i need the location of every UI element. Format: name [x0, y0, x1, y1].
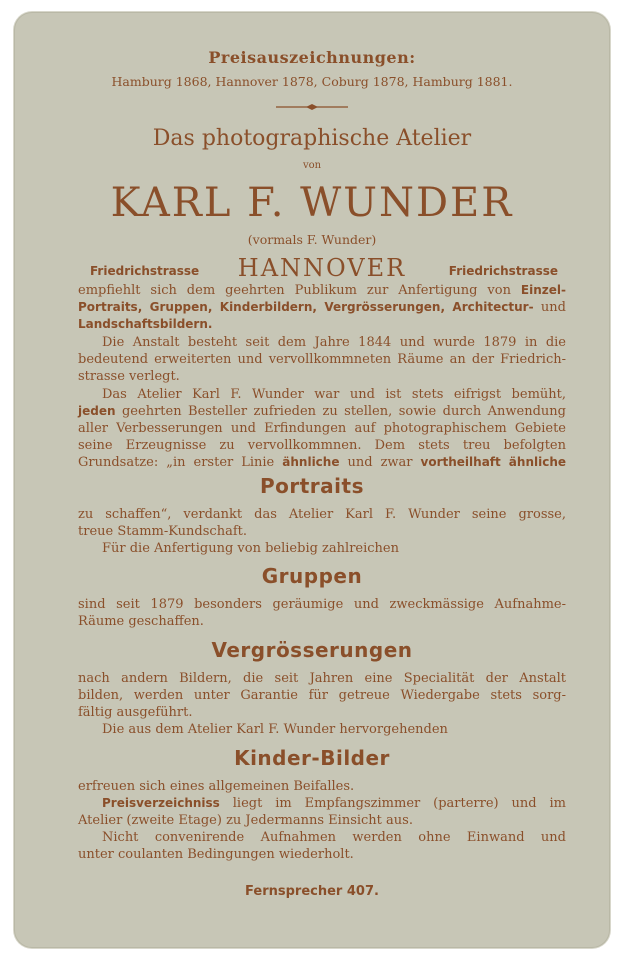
- intro-paragraph: [78, 282, 566, 333]
- mission-text: und zwar: [347, 455, 413, 470]
- kinder-text: Atelier (zweite Etage) zu Jedermanns Einsicht aus.: [78, 813, 413, 828]
- mission-bold: ähnliche: [282, 455, 340, 469]
- kinder-text: Nicht convenirende Aufnahmen werden ohne Einwand und: [102, 830, 566, 845]
- mission-text: Grundsatze: „in erster Linie: [78, 455, 275, 470]
- street-left: Friedrichstrasse: [90, 264, 200, 278]
- history-paragraph: [78, 334, 566, 385]
- intro-bold: Landschaftsbildern.: [78, 317, 213, 331]
- vergroesserungen-text: bilden, werden unter Garantie für getreue Wiedergabe stets sorg-: [78, 688, 566, 703]
- mission-text: seine Erzeugnisse zu vervollkommnen. Dem stets treu befolgten: [78, 438, 566, 453]
- kinder-text: unter coulanten Bedingungen wiederholt.: [78, 847, 354, 862]
- atelier-title: Das photographische Atelier: [152, 126, 472, 151]
- city-name: HANNOVER: [237, 254, 407, 282]
- intro-text: empfiehlt sich dem geehrten Publikum zur Anfertigung von: [78, 283, 511, 298]
- mission-text: geehrten Besteller zufrieden zu stellen, sowie durch Anwendung: [121, 404, 566, 419]
- kinder-heading: Kinder-Bilder: [234, 746, 390, 770]
- gruppen-paragraph: [78, 596, 566, 630]
- gruppen-text: Räume geschaffen.: [78, 614, 204, 629]
- mission-text: Das Atelier Karl F. Wunder war und ist stets eifrigst bemüht,: [102, 387, 566, 402]
- vergroesserungen-paragraph: [78, 670, 566, 738]
- intro-bold: Einzel-: [520, 283, 566, 297]
- mission-paragraph: [78, 386, 566, 471]
- awards-list: Hamburg 1868, Hannover 1878, Coburg 1878, Hamburg 1881.: [111, 74, 513, 89]
- vergroesserungen-text: fältig ausgeführt.: [78, 705, 193, 720]
- kinder-text: liegt im Empfangszimmer (parterre) und im: [232, 796, 567, 811]
- phone-number: Fernsprecher 407.: [245, 884, 379, 899]
- awards-title: Preisauszeichnungen:: [208, 48, 416, 67]
- kinder-paragraph: [78, 778, 566, 863]
- portraits-text: Für die Anfertigung von beliebig zahlreichen: [102, 541, 399, 556]
- formerly-label: (vormals F. Wunder): [247, 232, 377, 247]
- street-right: Friedrichstrasse: [448, 264, 558, 278]
- portraits-text: zu schaffen“, verdankt das Atelier Karl F. Wunder seine grosse,: [78, 507, 566, 522]
- portraits-heading: Portraits: [259, 474, 364, 498]
- mission-text: aller Verbesserungen und Erfindungen auf photographischem Gebiete: [78, 421, 566, 436]
- cabinet-card-back: [14, 12, 610, 948]
- ornament-divider: [276, 102, 348, 112]
- portraits-paragraph: [78, 506, 566, 557]
- vergroesserungen-heading: Vergrösserungen: [211, 638, 413, 662]
- gruppen-text: sind seit 1879 besonders geräumige und zweckmässige Aufnahme-: [78, 597, 566, 612]
- intro-bold: Portraits, Gruppen, Kinderbildern, Vergrösserungen, Architectur-: [78, 300, 534, 314]
- vergroesserungen-text: nach andern Bildern, die seit Jahren eine Specialität der Anstalt: [78, 671, 566, 686]
- intro-text: und: [540, 300, 566, 315]
- mission-bold: jeden: [78, 404, 116, 418]
- vergroesserungen-text: Die aus dem Atelier Karl F. Wunder hervorgehenden: [102, 722, 448, 737]
- kinder-bold: Preisverzeichniss: [102, 796, 220, 810]
- history-text: strasse verlegt.: [78, 369, 180, 384]
- portraits-text: treue Stamm-Kundschaft.: [78, 524, 247, 539]
- kinder-text: erfreuen sich eines allgemeinen Beifalles.: [78, 779, 355, 794]
- history-text: bedeutend erweiterten und vervollkommneten Räume an der Friedrich-: [78, 352, 566, 367]
- address-line: [78, 250, 566, 280]
- photographer-name: KARL F. WUNDER: [110, 180, 514, 226]
- mission-bold: vortheilhaft ähnliche: [420, 455, 567, 469]
- gruppen-heading: Gruppen: [261, 564, 363, 588]
- von-label: von: [302, 160, 322, 171]
- history-text: Die Anstalt besteht seit dem Jahre 1844 und wurde 1879 in die: [102, 335, 566, 350]
